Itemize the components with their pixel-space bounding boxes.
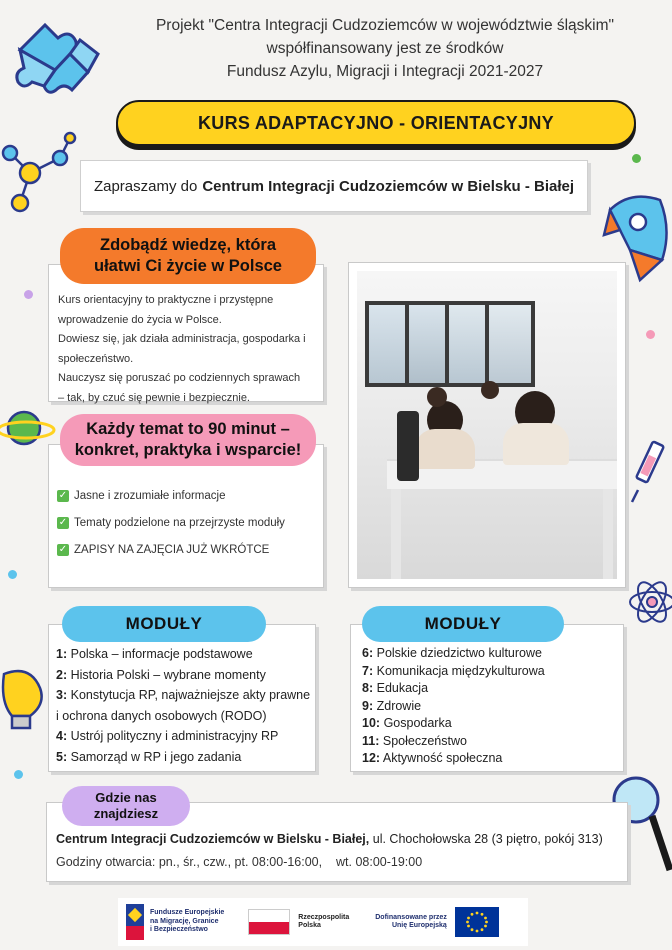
poland-flag-icon [248, 909, 290, 935]
eu-funds-line: i Bezpieczeństwo [150, 926, 208, 934]
eu-line: Dofinansowane przez [375, 913, 447, 921]
eu-funds-line: na Migrację, Granice [150, 917, 219, 925]
intro-line: Nauczysz się poruszać po codziennych sprawach [58, 372, 301, 384]
decor-dot [14, 770, 23, 779]
opening-hours: Godziny otwarcia: pn., śr., czw., pt. 08:00-16:00, wt. 08:00-19:00 [56, 855, 423, 869]
list-item: 5: Samorząd w RP i jego zadania [56, 749, 242, 764]
list-item: i ochrona danych osobowych (RODO) [56, 708, 267, 723]
invite-center-name: Centrum Integracji Cudzoziemców w Bielsku - Białej [202, 177, 575, 195]
photo-image [357, 271, 617, 579]
decor-dot [646, 330, 655, 339]
location-street: ul. Chochołowska 28 (3 piętro, pokój 313) [372, 832, 603, 846]
poland-line: Rzeczpospolita [298, 913, 350, 921]
header-line-2: współfinansowany jest ze środków [266, 40, 504, 57]
list-item [57, 482, 285, 509]
molecule-icon [0, 128, 80, 218]
list-item [57, 536, 285, 563]
modules-right-list [362, 645, 545, 768]
intro-line: Kurs orientacyjny to praktyczne i przystępne [58, 294, 274, 306]
list-item: 6: Polskie dziedzictwo kulturowe [362, 646, 542, 660]
decor-dot [24, 290, 33, 299]
location-heading-line-1: Gdzie nas [95, 790, 157, 805]
list-item: 8: Edukacja [362, 681, 429, 695]
eu-funds-label [150, 909, 224, 935]
list-item: 3: Konstytucja RP, najważniejsze akty prawne [56, 688, 311, 702]
intro-heading [60, 228, 316, 284]
eu-funds-logo-icon [126, 904, 144, 940]
list-item [57, 509, 285, 536]
intro-text [58, 291, 320, 408]
list-item: 10: Gospodarka [362, 716, 452, 730]
project-header [110, 14, 660, 83]
features-heading [60, 414, 316, 466]
eu-line: Unię Europejską [391, 922, 447, 929]
modules-left-card [48, 624, 316, 772]
eu-label [375, 914, 447, 931]
check-icon: ✓ [58, 489, 68, 501]
header-line-3: Fundusz Azylu, Migracji i Integracji 2021-2027 [226, 63, 544, 80]
modules-right-title: MODUŁY [362, 606, 564, 642]
puzzle-icon [10, 10, 110, 110]
eu-flag-icon [455, 907, 499, 937]
intro-card [48, 264, 324, 402]
list-item: 2: Historia Polski – wybrane momenty [56, 667, 266, 682]
list-item: 4: Ustrój polityczny i administracyjny RP [56, 729, 279, 743]
location-address [56, 832, 603, 846]
decor-dot [8, 570, 17, 579]
check-icon: ✓ [58, 543, 68, 555]
feature-text: Jasne i zrozumiałe informacje [74, 489, 226, 502]
atom-icon [624, 568, 672, 638]
invite-box [80, 160, 588, 212]
lightbulb-icon [0, 664, 46, 744]
poland-line: Polska [298, 922, 321, 929]
intro-line: wprowadzenie do życia w Polsce. [58, 313, 222, 326]
features-list [57, 482, 285, 563]
location-heading-line-2: znajdziesz [93, 806, 159, 821]
features-heading-line-1: Każdy temat to 90 minut – [86, 420, 290, 438]
eu-funds-line: Fundusze Europejskie [150, 909, 225, 917]
list-item: 11: Społeczeństwo [362, 733, 467, 748]
feature-text: Tematy podzielone na przejrzyste moduły [74, 516, 285, 529]
intro-line: społeczeństwo. [58, 352, 134, 365]
intro-heading-line-2: ułatwi Ci życie w Polsce [94, 257, 282, 275]
list-item: 9: Zdrowie [362, 698, 422, 713]
invite-prefix: Zapraszamy do [93, 177, 198, 195]
poland-label [298, 914, 349, 931]
header-line-1: Projekt "Centra Integracji Cudzoziemców w województwie śląskim" [155, 17, 615, 34]
modules-left-list [56, 644, 310, 767]
location-heading [62, 786, 190, 826]
features-heading-line-2: konkret, praktyka i wsparcie! [74, 441, 302, 459]
modules-left-title: MODUŁY [62, 606, 266, 642]
intro-line: – tak, by czuć się pewnie i bezpiecznie. [58, 391, 250, 404]
list-item: 7: Komunikacja międzykulturowa [362, 663, 545, 678]
syringe-icon [628, 436, 672, 506]
classroom-photo [348, 262, 626, 588]
list-item: 1: Polska – informacje podstawowe [56, 647, 253, 661]
course-title: KURS ADAPTACYJNO - ORIENTACYJNY [116, 100, 636, 146]
footer-logos [118, 898, 528, 946]
decor-dot [632, 154, 641, 163]
modules-right-card [350, 624, 624, 772]
list-item: 12: Aktywność społeczna [362, 751, 503, 765]
check-icon: ✓ [58, 516, 68, 528]
intro-heading-line-1: Zdobądź wiedzę, która [99, 236, 277, 254]
location-name: Centrum Integracji Cudzoziemców w Bielsku - Białej, [56, 832, 370, 846]
feature-text: ZAPISY NA ZAJĘCIA JUŻ WKRÓTCE [74, 543, 270, 556]
intro-line: Dowiesz się, jak działa administracja, gospodarka i [58, 333, 306, 345]
